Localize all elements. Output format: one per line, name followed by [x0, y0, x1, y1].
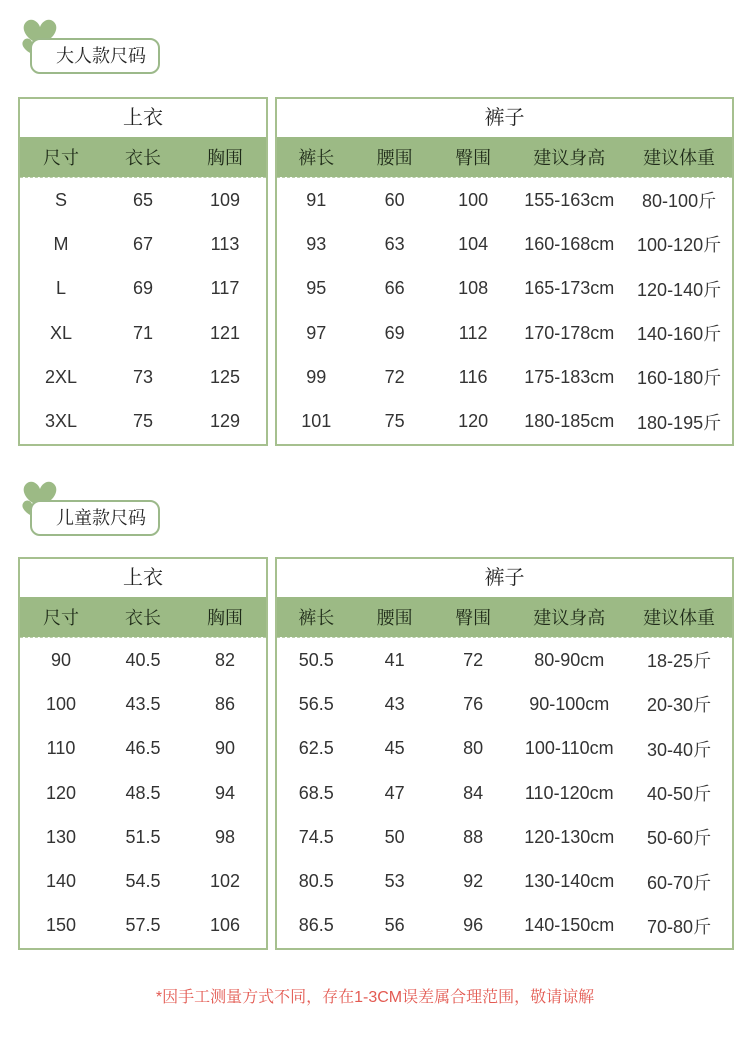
table-body: [277, 637, 732, 948]
cell: 71: [132, 322, 154, 343]
cell: 50-60斤: [647, 828, 712, 849]
cell: 45: [384, 738, 405, 759]
table-row: [20, 682, 266, 726]
cell: 46.5: [125, 738, 161, 759]
table-row: [20, 859, 266, 903]
cell: 86.5: [298, 915, 334, 936]
cell: 63: [384, 233, 405, 254]
cell: 96: [463, 915, 484, 936]
table-row: [20, 178, 266, 222]
cell: 3XL: [44, 411, 78, 432]
cell: 130: [45, 826, 77, 847]
cell: 80-100斤: [642, 191, 717, 212]
cell: 100-120斤: [637, 235, 722, 256]
table-row: [277, 399, 732, 443]
header-cell: 建议体重: [643, 148, 716, 168]
cell: 93: [306, 233, 327, 254]
cell: 60-70斤: [647, 872, 712, 893]
table-row: [20, 399, 266, 443]
cell: 51.5: [125, 826, 161, 847]
cell: M: [53, 233, 69, 254]
kids-pants-table: [275, 557, 734, 950]
cell: 101: [301, 411, 332, 432]
cell: 140-160斤: [637, 324, 722, 345]
cell: 20-30斤: [647, 695, 712, 716]
cell: 68.5: [298, 782, 334, 803]
table-row: [277, 638, 732, 682]
cell: 62.5: [298, 738, 334, 759]
cell: 100: [45, 693, 77, 714]
section-title: 大人款尺码: [30, 38, 160, 74]
header-cell: 建议体重: [643, 608, 716, 628]
cell: 84: [463, 782, 484, 803]
cell: 120: [458, 411, 489, 432]
cell: 50.5: [298, 649, 334, 670]
cell: 91: [306, 189, 327, 210]
cell: 18-25斤: [647, 651, 712, 672]
cell: 112: [458, 322, 488, 343]
cell: 72: [384, 366, 405, 387]
cell: 86: [214, 693, 236, 714]
table-row: [20, 355, 266, 399]
table-row: [277, 178, 732, 222]
table-row: [20, 638, 266, 682]
cell: 56: [384, 915, 405, 936]
cell: 40.5: [125, 649, 161, 670]
header-cell: 衣长: [125, 608, 161, 628]
cell: 70-80斤: [647, 916, 712, 937]
cell: 102: [209, 871, 241, 892]
table-row: [277, 267, 732, 311]
cell: 117: [210, 278, 240, 299]
cell: 88: [463, 826, 484, 847]
cell: 66: [384, 278, 405, 299]
cell: L: [55, 278, 66, 299]
header-cell: 裤长: [298, 608, 335, 628]
header-cell: 建议身高: [533, 608, 606, 628]
cell: 109: [209, 189, 241, 210]
cell: 125: [209, 366, 241, 387]
cell: 40-50斤: [647, 784, 712, 805]
table-body: [277, 177, 732, 444]
cell: 155-163cm: [524, 189, 615, 210]
section-title: 儿童款尺码: [30, 500, 160, 536]
table-row: [277, 355, 732, 399]
cell: 57.5: [125, 915, 161, 936]
cell: 180-195斤: [637, 412, 722, 433]
cell: 80-90cm: [534, 649, 605, 670]
cell: 140-150cm: [524, 915, 615, 936]
table-row: [277, 682, 732, 726]
cell: 90: [214, 738, 236, 759]
cell: 54.5: [125, 871, 161, 892]
table-row: [20, 727, 266, 771]
measurement-note: *因手工测量方式不同，存在1-3CM误差属合理范围，敬请谅解: [155, 989, 595, 1006]
table-row: [277, 859, 732, 903]
cell: 56.5: [298, 693, 334, 714]
cell: 160-180斤: [637, 368, 722, 389]
table-title: 裤子: [484, 567, 525, 589]
cell: 94: [214, 782, 236, 803]
cell: S: [54, 189, 67, 210]
cell: 41: [384, 649, 405, 670]
section-label: [18, 14, 178, 78]
cell: 75: [132, 411, 154, 432]
cell: 129: [209, 411, 241, 432]
cell: 95: [306, 278, 327, 299]
cell: 97: [306, 322, 327, 343]
cell: 170-178cm: [524, 322, 615, 343]
cell: 120-130cm: [524, 826, 615, 847]
cell: 43.5: [125, 693, 161, 714]
cell: 104: [458, 233, 489, 254]
cell: 50: [384, 826, 405, 847]
header-cell: 腰围: [376, 148, 413, 168]
cell: 165-173cm: [524, 278, 615, 299]
table-body: [20, 177, 266, 444]
cell: 110: [46, 738, 76, 759]
cell: 48.5: [125, 782, 161, 803]
cell: 108: [458, 278, 489, 299]
table-row: [20, 771, 266, 815]
cell: 69: [384, 322, 405, 343]
cell: 92: [463, 871, 484, 892]
table-title: 上衣: [123, 567, 163, 589]
table-row: [20, 311, 266, 355]
header-cell: 裤长: [298, 148, 335, 168]
cell: 100-110cm: [524, 738, 614, 759]
table-header: [277, 597, 732, 637]
cell: 150: [45, 915, 77, 936]
table-row: [277, 904, 732, 948]
cell: 60: [384, 189, 405, 210]
adult-pants-table: [275, 97, 734, 446]
table-row: [277, 815, 732, 859]
cell: 120: [45, 782, 77, 803]
cell: 180-185cm: [524, 411, 615, 432]
header-cell: 胸围: [207, 608, 243, 628]
cell: 160-168cm: [524, 233, 615, 254]
cell: 90-100cm: [529, 693, 610, 714]
table-title: 裤子: [484, 107, 525, 129]
table-header: [277, 137, 732, 177]
header-cell: 衣长: [125, 148, 161, 168]
cell: 67: [132, 233, 154, 254]
table-row: [20, 815, 266, 859]
cell: 69: [132, 278, 154, 299]
header-cell: 建议身高: [533, 148, 606, 168]
section-label: [18, 476, 178, 540]
table-body: [20, 637, 266, 948]
cell: 65: [132, 189, 154, 210]
cell: 80: [463, 738, 484, 759]
cell: 121: [209, 322, 241, 343]
cell: XL: [49, 322, 73, 343]
cell: 99: [306, 366, 327, 387]
cell: 100: [458, 189, 489, 210]
cell: 110-120cm: [524, 782, 614, 803]
cell: 72: [463, 649, 484, 670]
cell: 116: [458, 366, 488, 387]
cell: 175-183cm: [524, 366, 615, 387]
table-row: [277, 311, 732, 355]
cell: 113: [210, 233, 240, 254]
cell: 30-40斤: [647, 739, 712, 760]
table-row: [277, 222, 732, 266]
cell: 120-140斤: [637, 279, 722, 300]
header-cell: 臀围: [455, 608, 492, 628]
table-header: [20, 597, 266, 637]
header-cell: 尺寸: [43, 608, 79, 628]
cell: 74.5: [298, 826, 334, 847]
cell: 80.5: [298, 871, 334, 892]
table-row: [277, 727, 732, 771]
cell: 140: [45, 871, 77, 892]
kids-top-table: [18, 557, 268, 950]
cell: 2XL: [44, 366, 78, 387]
table-row: [20, 222, 266, 266]
cell: 43: [384, 693, 405, 714]
cell: 73: [132, 366, 154, 387]
header-cell: 腰围: [376, 608, 413, 628]
cell: 76: [463, 693, 484, 714]
cell: 130-140cm: [524, 871, 615, 892]
cell: 90: [50, 649, 72, 670]
cell: 47: [384, 782, 405, 803]
header-cell: 尺寸: [43, 148, 79, 168]
header-cell: 臀围: [455, 148, 492, 168]
cell: 82: [214, 649, 236, 670]
cell: 98: [214, 826, 236, 847]
header-cell: 胸围: [207, 148, 243, 168]
cell: 106: [209, 915, 241, 936]
table-title: 上衣: [123, 107, 163, 129]
table-row: [277, 771, 732, 815]
table-row: [20, 904, 266, 948]
cell: 75: [384, 411, 405, 432]
table-row: [20, 267, 266, 311]
cell: 53: [384, 871, 405, 892]
table-header: [20, 137, 266, 177]
adult-top-table: [18, 97, 268, 446]
